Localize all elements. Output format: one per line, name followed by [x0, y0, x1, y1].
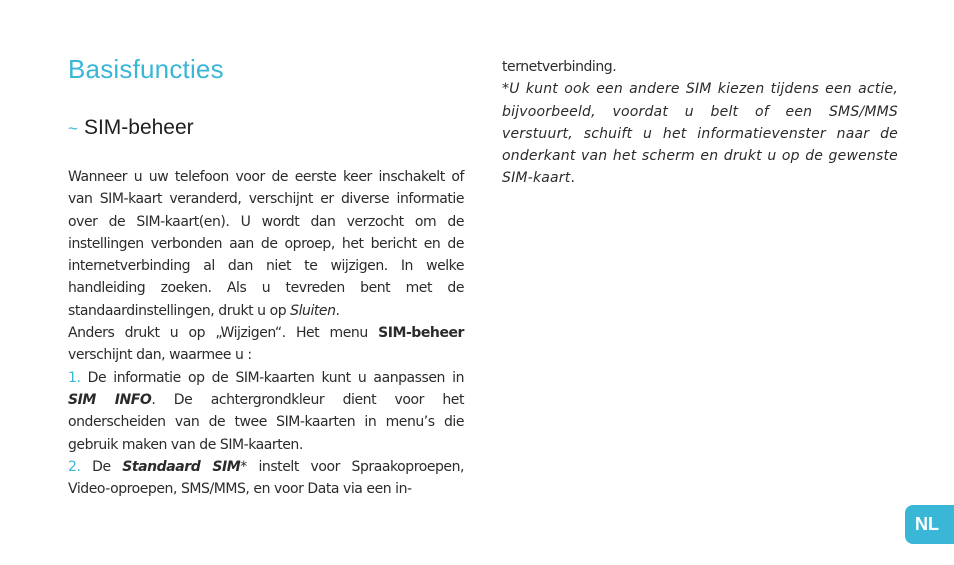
section-heading — [68, 116, 194, 140]
right-column — [502, 56, 898, 190]
sim-info-term: SIM INFO — [68, 391, 152, 408]
language-tab — [905, 505, 954, 544]
continuation-text: ternetverbinding. — [502, 59, 617, 75]
list-number-2: 2. — [68, 458, 81, 475]
intro-end: . — [335, 302, 340, 319]
list-item — [68, 456, 464, 501]
intro-paragraph — [68, 166, 464, 322]
standaard-sim-term: Standaard SIM — [122, 458, 241, 475]
footnote-end: . — [570, 170, 575, 187]
menu-text-end: verschijnt dan, waarmee u : — [68, 347, 252, 364]
section-title: SIM-beheer — [83, 116, 194, 139]
item1-text-start: De informatie op de SIM-kaarten kunt u aanpassen in — [80, 369, 464, 386]
item2-text-end: * instelt voor Spraakoproepen, Video-oproepen, SMS/MMS, en voor Data via een in- — [68, 458, 465, 498]
menu-text-start: Anders drukt u op „Wijzigen“. Het menu — [68, 325, 379, 342]
page-title: Basisfuncties — [68, 54, 224, 84]
list-item — [68, 367, 464, 456]
section-tilde-marker: ~ — [68, 119, 78, 138]
intro-text: Wanneer u uw telefoon voor de eerste keer inschakelt of van SIM-kaart veranderd, verschijnt er diverse informatie over de SIM-kaart(en). U wordt dan verzocht om de instellingen verbonden aan de oproep, het bericht en de internetverbinding al dan niet te wijzigen. In welke handleiding zoeken. Als u tevreden bent met de standaardinstellingen, drukt u op — [68, 169, 464, 319]
sim-beheer-term: SIM-beheer — [378, 325, 464, 342]
item1-text-end: . De achtergrondkleur dient voor het onderscheiden van de twee SIM-kaarten in menu’s die gebruik maken van de SIM-kaarten. — [68, 391, 464, 453]
footnote — [502, 78, 898, 189]
left-column — [68, 166, 464, 500]
item2-text-start: De — [80, 458, 123, 475]
footnote-text: *U kunt ook een andere SIM kiezen tijdens een actie, bijvoorbeeld, voordat u belt of een SMS/MMS verstuurt, schuift u het informatievenster naar de onderkant van het scherm en drukt u op de gewenste SIM-kaart — [502, 81, 898, 187]
list-number-1: 1. — [68, 369, 81, 386]
sluiten-term: Sluiten — [290, 302, 336, 319]
menu-paragraph — [68, 322, 464, 367]
language-label: NL — [915, 514, 939, 534]
